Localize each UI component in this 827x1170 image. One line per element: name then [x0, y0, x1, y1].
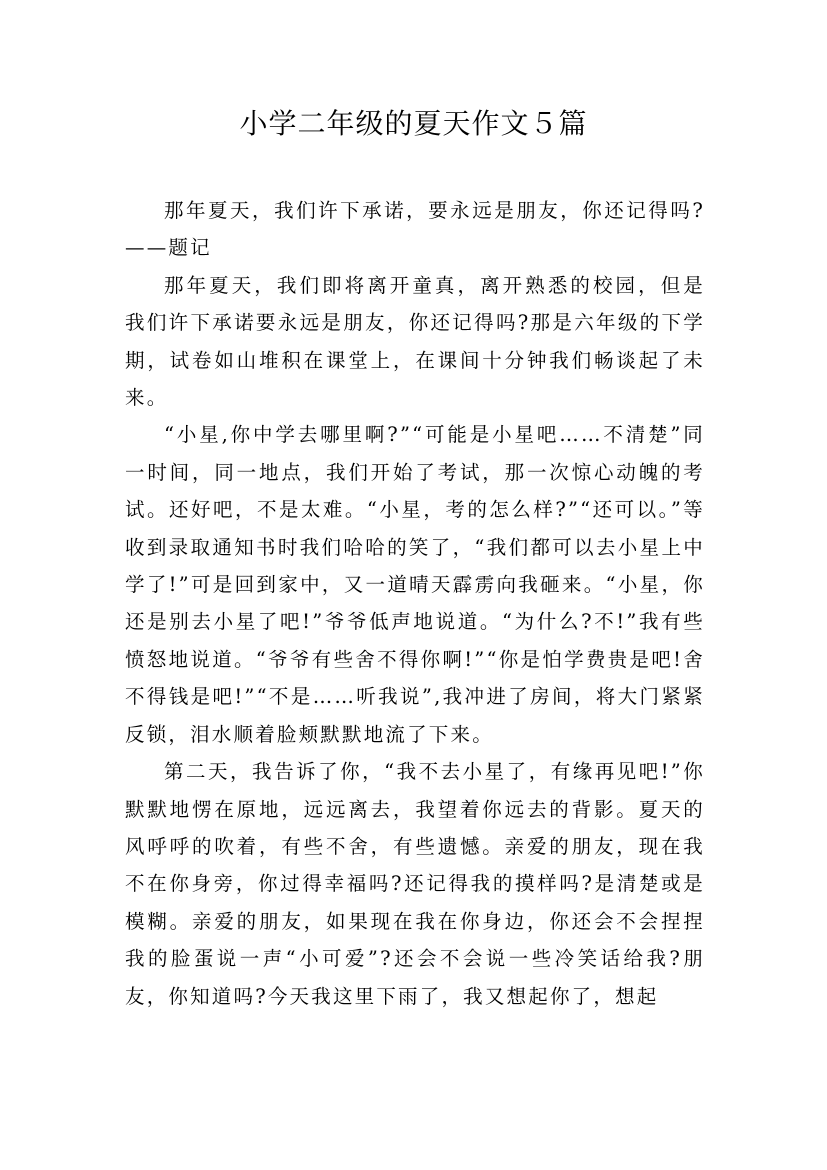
paragraph-2: “小星,你中学去哪里啊?”“可能是小星吧……不清楚”同一时间，同一地点，我们开始了考试，那一次惊心动魄的考试。还好吧，不是太难。“小星，考的怎么样?”“还可以。”等收到录取通知书时我们哈哈的笑了，“我们都可以去小星上中学了!”可是回到家中，又一道晴天霹雳向我砸来。“小星，你还是别去小星了吧!”爷爷低声地说道。“为什么?不!”我有些愤怒地说道。“爷爷有些舍不得你啊!”“你是怕学费贵是吧!舍不得钱是吧!”“不是……听我说”,我冲进了房间，将大门紧紧反锁，泪水顺着脸颊默默地流了下来。: [125, 423, 705, 746]
paragraph-1: 那年夏天，我们即将离开童真，离开熟悉的校园，但是我们许下承诺要永远是朋友，你还记得吗?那是六年级的下学期，试卷如山堆积在课堂上，在课间十分钟我们畅谈起了未来。: [125, 273, 705, 410]
document-body: [125, 192, 705, 1015]
paragraph-3: 第二天，我告诉了你，“我不去小星了，有缘再见吧!”你默默地愣在原地，远远离去，我望着你远去的背影。夏天的风呼呼的吹着，有些不舍，有些遗憾。亲爱的朋友，现在我不在你身旁，你过得幸福吗?还记得我的摸样吗?是清楚或是模糊。亲爱的朋友，如果现在我在你身边，你还会不会捏捏我的脸蛋说一声“小可爱”?还会不会说一些冷笑话给我?朋友，你知道吗?今天我这里下雨了，我又想起你了，想起: [125, 760, 705, 1008]
document-title: 小学二年级的夏天作文５篇: [239, 107, 588, 140]
paragraph-epigraph: 那年夏天，我们许下承诺，要永远是朋友，你还记得吗?——题记: [125, 199, 705, 260]
